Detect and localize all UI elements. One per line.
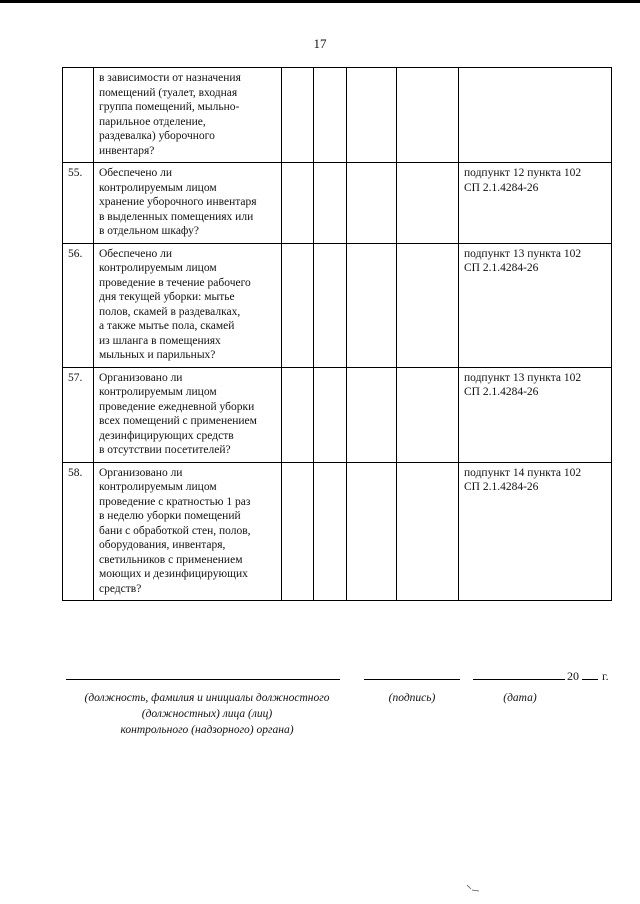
question-line: помещений (туалет, входная bbox=[99, 86, 238, 99]
question-line: Обеспечено ли bbox=[99, 247, 173, 260]
answer-no-cell bbox=[314, 68, 347, 163]
question-line: дезинфицирующих средств bbox=[99, 429, 234, 442]
question-line: мыльных и парильных? bbox=[99, 349, 216, 361]
question-line: проведение с кратностью 1 раз bbox=[99, 495, 251, 508]
question-line: Организовано ли bbox=[99, 371, 183, 384]
year-prefix: 20 bbox=[567, 669, 579, 683]
question-line: инвентаря? bbox=[99, 144, 155, 157]
question-line: в неделю уборки помещений bbox=[99, 510, 241, 522]
question-line: моющих и дезинфицирующих bbox=[99, 568, 248, 580]
reference-cell bbox=[459, 367, 612, 462]
signature-blank-line bbox=[364, 679, 460, 680]
reference-line: СП 2.1.4284-26 bbox=[464, 262, 539, 274]
question-line: из шланга в помещениях bbox=[99, 334, 221, 347]
question-line: бани с обработкой стен, полов, bbox=[99, 524, 251, 537]
question-line: средств? bbox=[99, 582, 142, 595]
question-line: оборудования, инвентаря, bbox=[99, 539, 226, 551]
answer-no-cell bbox=[314, 163, 347, 244]
note-cell bbox=[397, 68, 459, 163]
reference-line: подпункт 13 пункта 102 bbox=[464, 371, 582, 384]
question-line: парильное отделение, bbox=[99, 115, 206, 128]
scan-top-border bbox=[0, 0, 640, 3]
question-line: контролируемым лицом bbox=[99, 481, 217, 493]
answer-no-cell bbox=[314, 367, 347, 462]
question-line: Организовано ли bbox=[99, 466, 183, 479]
not-applicable-cell bbox=[347, 243, 397, 367]
year-suffix: г. bbox=[602, 669, 609, 683]
question-line: в отдельном шкафу? bbox=[99, 225, 199, 237]
position-caption-line: контрольного (надзорного) органа) bbox=[120, 724, 294, 736]
position-name-blank-line bbox=[66, 679, 340, 680]
row-number: 56. bbox=[63, 243, 94, 367]
question-line: хранение уборочного инвентаря bbox=[99, 196, 257, 208]
note-cell bbox=[397, 462, 459, 601]
answer-yes-cell bbox=[282, 367, 314, 462]
reference-cell bbox=[459, 243, 612, 367]
signature-caption: (подпись) bbox=[388, 692, 436, 704]
table-row bbox=[63, 243, 612, 367]
not-applicable-cell bbox=[347, 163, 397, 244]
answer-yes-cell bbox=[282, 163, 314, 244]
date-caption: (дата) bbox=[503, 692, 537, 704]
question-line: в зависимости от назначения bbox=[99, 72, 241, 84]
reference-line: СП 2.1.4284-26 bbox=[464, 481, 539, 493]
row-number: 55. bbox=[63, 163, 94, 244]
row-number bbox=[63, 68, 94, 163]
question-line: проведение ежедневной уборки bbox=[99, 400, 255, 413]
answer-yes-cell bbox=[282, 243, 314, 367]
question-line: в отсутствии посетителей? bbox=[99, 444, 231, 456]
question-cell bbox=[94, 462, 282, 601]
question-line: раздевалка) уборочного bbox=[99, 130, 215, 142]
reference-line: СП 2.1.4284-26 bbox=[464, 181, 539, 194]
question-line: контролируемым лицом bbox=[99, 181, 217, 194]
year-blank-line bbox=[582, 679, 598, 680]
answer-yes-cell bbox=[282, 462, 314, 601]
table-row bbox=[63, 367, 612, 462]
question-cell bbox=[94, 243, 282, 367]
table-row bbox=[63, 68, 612, 163]
row-number: 57. bbox=[63, 367, 94, 462]
position-caption bbox=[62, 690, 352, 738]
not-applicable-cell bbox=[347, 462, 397, 601]
reference-cell bbox=[459, 68, 612, 163]
reference-line: СП 2.1.4284-26 bbox=[464, 386, 539, 398]
question-line: Обеспечено ли bbox=[99, 167, 173, 179]
question-line: дня текущей уборки: мытье bbox=[99, 291, 235, 303]
note-cell bbox=[397, 367, 459, 462]
question-line: контролируемым лицом bbox=[99, 262, 217, 274]
position-caption-line: (должность, фамилия и инициалы должностного bbox=[84, 692, 330, 704]
not-applicable-cell bbox=[347, 68, 397, 163]
question-line: контролируемым лицом bbox=[99, 386, 217, 398]
checklist-rows bbox=[63, 68, 612, 601]
reference-cell bbox=[459, 462, 612, 601]
answer-no-cell bbox=[314, 243, 347, 367]
not-applicable-cell bbox=[347, 367, 397, 462]
question-line: в выделенных помещениях или bbox=[99, 210, 254, 223]
reference-cell bbox=[459, 163, 612, 244]
table-row bbox=[63, 462, 612, 601]
question-line: полов, скамей в раздевалках, bbox=[99, 305, 241, 318]
scan-artifact-mark bbox=[466, 884, 480, 892]
answer-no-cell bbox=[314, 462, 347, 601]
page-number: 17 bbox=[313, 36, 327, 51]
question-line: светильников с применением bbox=[99, 553, 243, 566]
question-cell bbox=[94, 163, 282, 244]
question-line: проведение в течение рабочего bbox=[99, 276, 251, 289]
question-line: группа помещений, мыльно- bbox=[99, 101, 240, 113]
question-cell bbox=[94, 68, 282, 163]
question-line: всех помещений с применением bbox=[99, 415, 257, 427]
note-cell bbox=[397, 163, 459, 244]
position-caption-line: (должностных) лица (лиц) bbox=[141, 708, 273, 720]
row-number: 58. bbox=[63, 462, 94, 601]
answer-yes-cell bbox=[282, 68, 314, 163]
reference-line: подпункт 12 пункта 102 bbox=[464, 167, 582, 179]
note-cell bbox=[397, 243, 459, 367]
checklist-table bbox=[62, 67, 612, 601]
reference-line: подпункт 13 пункта 102 bbox=[464, 247, 582, 260]
question-cell bbox=[94, 367, 282, 462]
question-line: а также мытье пола, скамей bbox=[99, 320, 235, 332]
reference-line: подпункт 14 пункта 102 bbox=[464, 466, 582, 479]
date-blank-line bbox=[473, 679, 565, 680]
table-row bbox=[63, 163, 612, 244]
